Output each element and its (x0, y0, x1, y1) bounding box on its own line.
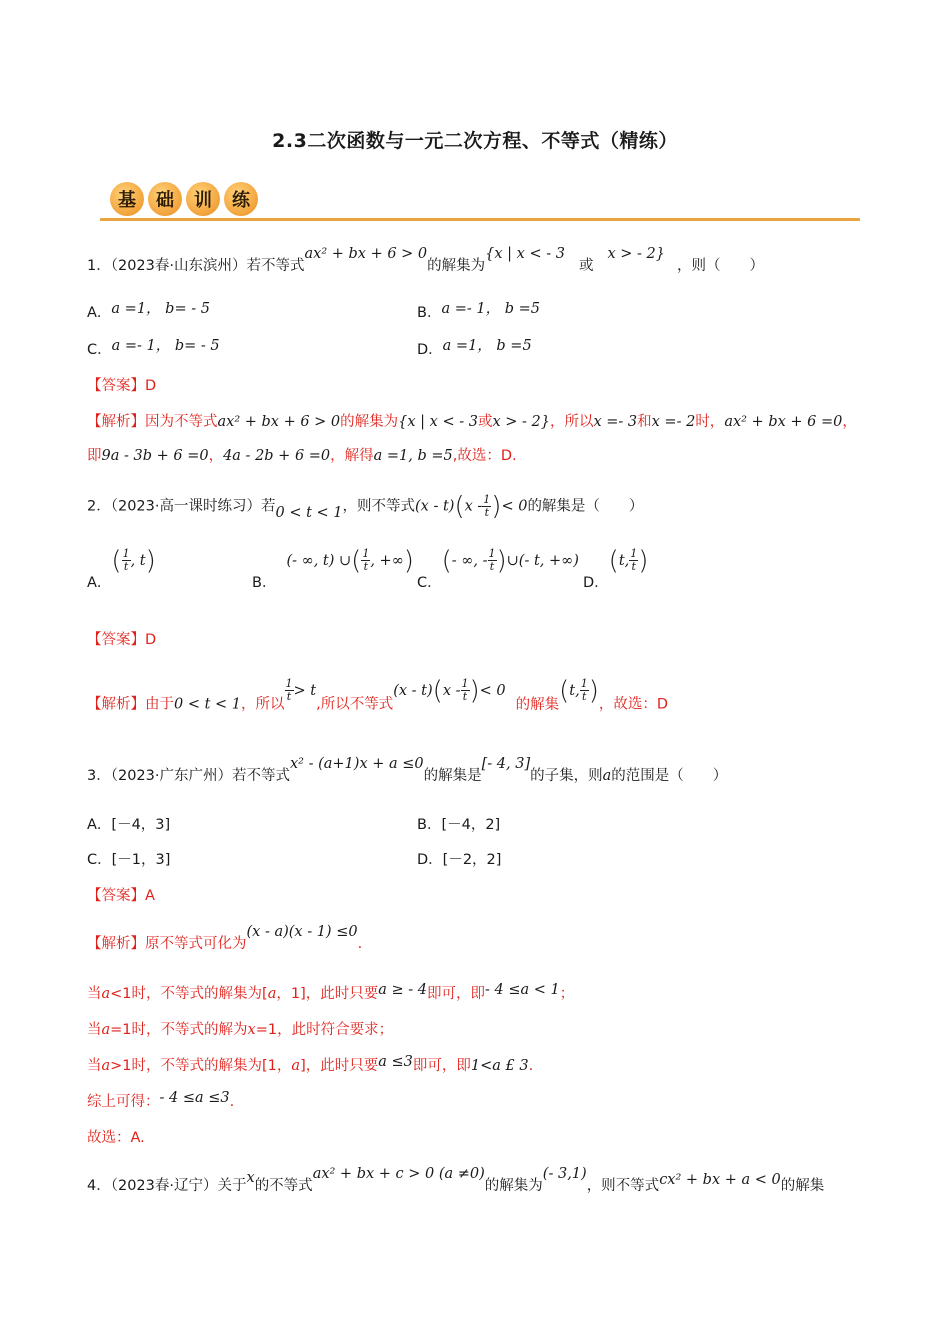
q4-mid3: ，则不等式 (586, 1178, 660, 1194)
q2-option-b-rparen: ) (403, 545, 414, 576)
q2-option-a-label: A． (87, 574, 112, 591)
q1-analysis-1a: 因为不等式 (145, 414, 218, 430)
q1-analysis-label: 【解析】 (87, 414, 145, 430)
q2-option-a-math: , t (130, 552, 146, 569)
q2-option-c-num: 1 (488, 547, 496, 560)
q4-inequality-2: cx² + bx + a < 0 (659, 1172, 781, 1188)
q1-analysis-2f: a =1, b =5 (373, 448, 453, 464)
banner-char-2: 础 (148, 182, 182, 216)
q2-analysis-frac-1-den: t (286, 690, 292, 703)
q2-option-c-rparen: ) (496, 545, 507, 576)
q2-analysis-frac-3 (580, 678, 589, 703)
banner-char-4: 练 (224, 182, 258, 216)
q2-analysis-rparen-2: ) (588, 675, 599, 706)
q3-case2-b: =1时，不等式的解为 (110, 1022, 248, 1038)
q2-ineq-c: < 0 (501, 498, 528, 515)
q3-case1-b: <1时，不等式的解集为[ (110, 986, 268, 1002)
q2-analysis-frac-1 (285, 678, 294, 703)
banner-char-3: 训 (186, 182, 220, 216)
q1-option-a-math: a =1， b= - 5 (111, 301, 210, 317)
q3-suffix-var: a (602, 768, 612, 784)
q2-analysis-c: ，所以 (241, 696, 285, 713)
q3-case2-var: a (101, 1022, 111, 1038)
q2-analysis-i: 的解集 (515, 696, 560, 713)
q3-case2-a: 当 (87, 1022, 102, 1038)
q1-inequality: ax² + bx + 6 > 0 (304, 246, 428, 262)
q2-analysis-g: x - (442, 682, 461, 699)
q3-case1-d: ，1]，此时只要 (276, 986, 379, 1002)
q2-condition: 0 < t < 1 (275, 504, 343, 521)
q1-analysis-1j: x =- 2 (651, 414, 696, 430)
q2-option-a-lparen: ( (111, 545, 122, 576)
q3-case-3 (87, 1056, 533, 1076)
q2-option-c-label: C． (417, 574, 442, 591)
q3-case1-h: ； (559, 986, 575, 1002)
q2-analysis-j: t, (569, 682, 580, 699)
q3-case1-var: a (101, 986, 111, 1002)
q4-var: x (246, 1170, 255, 1186)
q2-analysis (87, 675, 669, 717)
q3-case1-c: a (267, 986, 277, 1002)
q1-answer: 【答案】D (87, 378, 157, 394)
q2-option-b-den: t (363, 560, 369, 573)
q2-option-c-den: t (489, 560, 495, 573)
q4-inequality: ax² + bx + c > 0 (a ≠0) (312, 1166, 485, 1182)
page-title: 2.3二次函数与一元二次方程、不等式（精练） (272, 130, 678, 152)
q1-analysis-1i: 和 (637, 414, 652, 430)
q1-mid: 的解集为 (427, 258, 486, 274)
q2-option-a-frac (122, 548, 131, 573)
q2-analysis-frac-1-num: 1 (285, 677, 293, 690)
q1-suffix: ，则（ ） (676, 258, 764, 274)
q2-option-d-num: 1 (630, 547, 638, 560)
q3-analysis-a: 原不等式可化为 (145, 936, 247, 952)
q2-option-d-frac (629, 548, 638, 573)
q1-analysis-1d: {x | x < - 3 (398, 414, 478, 430)
q1-analysis-2g: ,故选：D. (452, 448, 517, 464)
q2-option-b-frac (361, 548, 370, 573)
q2-analysis-e: ,所以不等式 (316, 696, 394, 713)
q3-case3-e: a ≤3 (378, 1054, 413, 1070)
q2-analysis-frac-2-num: 1 (461, 677, 469, 690)
q2-analysis-frac-2 (461, 678, 470, 703)
q1-analysis-2b: 9a - 3b + 6 =0 (101, 448, 209, 464)
q3-choose: 故选：A. (87, 1130, 145, 1146)
q2-option-c-lparen: ( (441, 545, 452, 576)
q2-analysis-b: 0 < t < 1 (174, 696, 242, 713)
q3-case-1 (87, 984, 574, 1004)
q3-case3-a: 当 (87, 1058, 102, 1074)
section-divider (100, 218, 860, 221)
q2-fraction (482, 494, 491, 519)
q1-analysis-1c: 的解集为 (340, 414, 399, 430)
q3-summary-b: - 4 ≤a ≤3 (159, 1090, 230, 1106)
q3-case1-e: a ≥ - 4 (378, 982, 427, 998)
q1-analysis-1l: ax² + bx + 6 =0 (724, 414, 843, 430)
q2-option-c-math-b: ∪(- t, +∞) (506, 552, 579, 569)
q3-case3-b: >1时，不等式的解集为[1， (110, 1058, 292, 1074)
q3-option-c: C．[－1，3] (87, 852, 171, 868)
q2-option-c-frac (488, 548, 497, 573)
q3-analysis-b: (x - a)(x - 1) ≤0 (246, 924, 358, 940)
q1-option-d (417, 340, 532, 360)
q2-analysis-h: < 0 (479, 682, 506, 699)
q1-set-a: {x | x < - 3 (485, 246, 565, 262)
q2-analysis-lparen: ( (432, 675, 443, 706)
q2-lparen: ( (454, 491, 465, 522)
q1-analysis-1b: ax² + bx + 6 > 0 (217, 414, 341, 430)
q2-fraction-num: 1 (483, 493, 491, 506)
q1-analysis-2c: ， (208, 448, 224, 464)
q2-option-b-math-b: , +∞ (370, 552, 404, 569)
q1-option-a-label: A． (87, 305, 112, 321)
q4-mid2: 的解集为 (484, 1178, 543, 1194)
q1-analysis-1k: 时， (695, 414, 725, 430)
q1-analysis-1e: 或 (477, 414, 493, 430)
q4-prefix: 4．（2023春·辽宁）关于 (87, 1178, 247, 1194)
q1-option-b (417, 303, 540, 323)
q2-option-d-den: t (631, 560, 636, 573)
q2-option-d-math: t, (618, 552, 630, 569)
q1-option-b-math: a =- 1， b =5 (441, 301, 540, 317)
q1-option-c (87, 340, 220, 360)
q2-option-b (252, 545, 414, 596)
q3-analysis-c: . (357, 936, 363, 952)
q2-option-a-num: 1 (122, 547, 130, 560)
q3-suffix-b: 的范围是（ ） (611, 768, 728, 784)
q2-analysis-rparen: ) (469, 675, 480, 706)
q3-prefix: 3．（2023·广东广州）若不等式 (87, 768, 290, 784)
q1-analysis-2d: 4a - 2b + 6 =0 (223, 448, 331, 464)
q2-option-c-math-a: - ∞, - (451, 552, 488, 569)
q1-set-b: x > - 2} (607, 246, 665, 262)
q2-option-a (87, 545, 156, 596)
q2-stem (87, 491, 644, 522)
q3-analysis-label: 【解析】 (87, 936, 145, 952)
q1-stem (87, 246, 764, 276)
q2-option-c (417, 545, 579, 596)
q3-suffix-a: 的子集，则 (530, 768, 603, 784)
q3-stem (87, 756, 728, 786)
q3-option-d: D．[－2，2] (417, 852, 502, 868)
q3-inequality: x² - (a+1)x + a ≤0 (290, 756, 424, 772)
q3-mid: 的解集是 (423, 768, 482, 784)
q3-analysis (87, 924, 363, 954)
q1-option-a (87, 303, 210, 323)
q1-analysis-2a: 即 (87, 448, 102, 464)
q1-prefix: 1．（2023春·山东滨州）若不等式 (87, 258, 305, 274)
q2-analysis-f: (x - t) (393, 682, 433, 699)
q2-option-d-label: D． (583, 574, 609, 591)
q2-analysis-frac-3-den: t (582, 690, 587, 703)
q1-analysis-line-1 (87, 412, 857, 432)
q2-suffix: 的解集是（ ） (527, 498, 644, 515)
q3-case3-h: . (528, 1058, 534, 1074)
q2-analysis-d: > t (293, 682, 317, 699)
q3-interval: [- 4, 3] (481, 756, 531, 772)
q1-option-d-math: a =1， b =5 (442, 338, 532, 354)
q2-analysis-k: ，故选：D (598, 696, 669, 713)
q2-rparen: ) (491, 491, 502, 522)
q2-mid: ，则不等式 (342, 498, 416, 515)
q3-summary-a: 综上可得： (87, 1094, 160, 1110)
q2-analysis-label: 【解析】 (87, 696, 145, 713)
q3-case2-c: x (247, 1022, 256, 1038)
q4-mid: 的不等式 (254, 1178, 313, 1194)
q1-option-d-label: D． (417, 342, 443, 358)
q1-option-c-label: C． (87, 342, 112, 358)
q3-answer: 【答案】A (87, 888, 155, 904)
q3-case2-d: =1，此时符合要求； (255, 1022, 394, 1038)
q1-option-c-math: a =- 1， b= - 5 (111, 338, 220, 354)
q4-interval: (- 3,1) (542, 1166, 587, 1182)
q2-fraction-den: t (484, 506, 489, 519)
q3-option-b: B．[－4，2] (417, 817, 501, 833)
q3-case1-f: 即可，即 (426, 986, 485, 1002)
q2-option-d (583, 545, 649, 596)
banner-char-1: 基 (110, 182, 144, 216)
q2-analysis-lparen-2: ( (559, 675, 570, 706)
q4-stem (87, 1166, 825, 1196)
q3-summary-c: . (229, 1094, 235, 1110)
q1-or: 或 (578, 258, 594, 274)
q1-option-b-label: B． (417, 305, 442, 321)
q2-option-d-rparen: ) (638, 545, 649, 576)
q3-case1-a: 当 (87, 986, 102, 1002)
q3-option-a: A．[－4，3] (87, 817, 171, 833)
q3-summary (87, 1092, 234, 1112)
q1-analysis-1f: x > - 2} (492, 414, 550, 430)
q3-case3-d: ]，此时只要 (300, 1058, 379, 1074)
q3-case1-g: - 4 ≤a < 1 (484, 982, 560, 998)
q3-case3-c: a (291, 1058, 301, 1074)
q2-analysis-frac-2-den: t (462, 690, 468, 703)
q2-answer: 【答案】D (87, 632, 157, 648)
q2-option-a-den: t (123, 560, 129, 573)
q1-analysis-1m: ， (842, 414, 857, 430)
q1-analysis-2e: ，解得 (330, 448, 374, 464)
q3-case3-g: 1<a £ 3 (470, 1058, 529, 1074)
q1-analysis-1g: ，所以 (549, 414, 594, 430)
q3-case3-f: 即可，即 (412, 1058, 471, 1074)
q2-analysis-frac-3-num: 1 (580, 677, 588, 690)
q2-option-b-num: 1 (362, 547, 370, 560)
q2-option-b-math-a: (- ∞, t) ∪ (286, 552, 352, 569)
q1-analysis-1h: x =- 3 (593, 414, 638, 430)
q2-ineq-a: (x - t) (415, 498, 455, 515)
q2-ineq-b: x - (464, 498, 483, 515)
q2-option-d-lparen: ( (608, 545, 619, 576)
q2-prefix: 2．（2023·高一课时练习）若 (87, 498, 276, 515)
q2-analysis-a: 由于 (145, 696, 174, 713)
q4-suffix: 的解集 (780, 1178, 825, 1194)
q2-option-b-lparen: ( (351, 545, 362, 576)
q3-case3-var: a (101, 1058, 111, 1074)
q2-option-a-rparen: ) (145, 545, 156, 576)
q2-option-b-label: B． (252, 574, 277, 591)
q1-analysis-line-2 (87, 446, 517, 466)
q3-case-2 (87, 1020, 393, 1040)
